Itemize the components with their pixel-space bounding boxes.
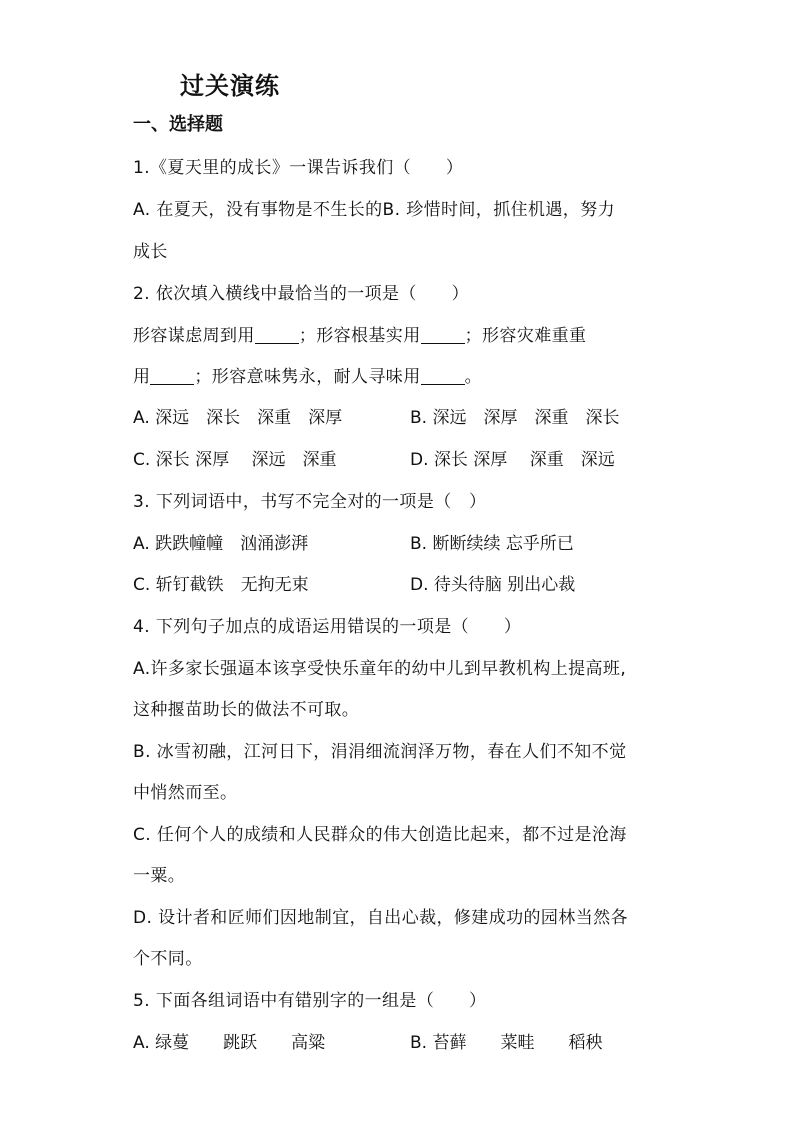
q2-text: ；形容灾难重重: [464, 326, 587, 346]
q2-text: ；形容根基实用: [298, 326, 421, 346]
q2-blank-line1: [133, 321, 586, 346]
page-title: 过关演练: [180, 72, 280, 100]
q2-option-c: C. 深长 深厚 深远 深重: [133, 450, 337, 470]
q2-option-d: D. 深长 深厚 深重 深远: [410, 450, 615, 470]
section-heading: 一、选择题: [133, 114, 223, 135]
q2-stem: 2. 依次填入横线中最恰当的一项是（ ）: [133, 284, 470, 304]
q4-option-d-line1: D. 设计者和匠师们因地制宜，自出心裁，修建成功的园林当然各: [133, 908, 628, 928]
q5-option-a: A. 绿蔓 跳跃 高粱: [133, 1033, 326, 1053]
answer-blank: [150, 366, 194, 385]
q4-option-a-line1: A.许多家长强逼本该享受快乐童年的幼中儿到早教机构上提高班,: [133, 659, 627, 679]
answer-blank: [421, 366, 465, 385]
q3-option-a: A. 跌跌幢幢 汹涌澎湃: [133, 534, 309, 554]
q5-option-b: B. 苔藓 菜畦 稻秧: [410, 1033, 603, 1053]
q4-option-b-line2: 中悄然而至。: [133, 783, 238, 803]
q4-option-a-line2: 这种揠苗助长的做法不可取。: [133, 700, 360, 720]
q2-text: 。: [464, 367, 483, 387]
q3-stem: 3. 下列词语中，书写不完全对的一项是（ ）: [133, 492, 487, 512]
q4-option-b-line1: B. 冰雪初融，江河日下，涓涓细流润泽万物，春在人们不知不觉: [133, 742, 627, 762]
q1-options-line1: A. 在夏天，没有事物是不生长的B. 珍惜时间，抓住机遇，努力: [133, 200, 616, 220]
q4-option-d-line2: 个不同。: [133, 949, 203, 969]
q4-option-c-line1: C. 任何个人的成绩和人民群众的伟大创造比起来，都不过是沧海: [133, 825, 627, 845]
q5-stem: 5. 下面各组词语中有错别字的一组是（ ）: [133, 991, 487, 1011]
answer-blank: [255, 325, 299, 344]
q2-text: ；形容意味隽永，耐人寻味用: [194, 367, 421, 387]
q2-text: 形容谋虑周到用: [133, 326, 255, 346]
q1-stem: 1.《夏天里的成长》一课告诉我们（ ）: [133, 158, 464, 178]
q1-options-line2: 成长: [133, 242, 168, 262]
q3-option-c: C. 斩钉截铁 无拘无束: [133, 575, 309, 595]
q2-text: 用: [133, 367, 151, 387]
q2-option-a: A. 深远 深长 深重 深厚: [133, 408, 343, 428]
q4-option-c-line2: 一粟。: [133, 866, 186, 886]
q2-option-b: B. 深远 深厚 深重 深长: [410, 408, 620, 428]
q4-stem: 4. 下列句子加点的成语运用错误的一项是（ ）: [133, 617, 522, 637]
q2-blank-line2: [133, 362, 482, 387]
q3-option-b: B. 断断续续 忘乎所已: [410, 534, 574, 554]
answer-blank: [421, 325, 465, 344]
q3-option-d: D. 待头待脑 别出心裁: [410, 575, 576, 595]
